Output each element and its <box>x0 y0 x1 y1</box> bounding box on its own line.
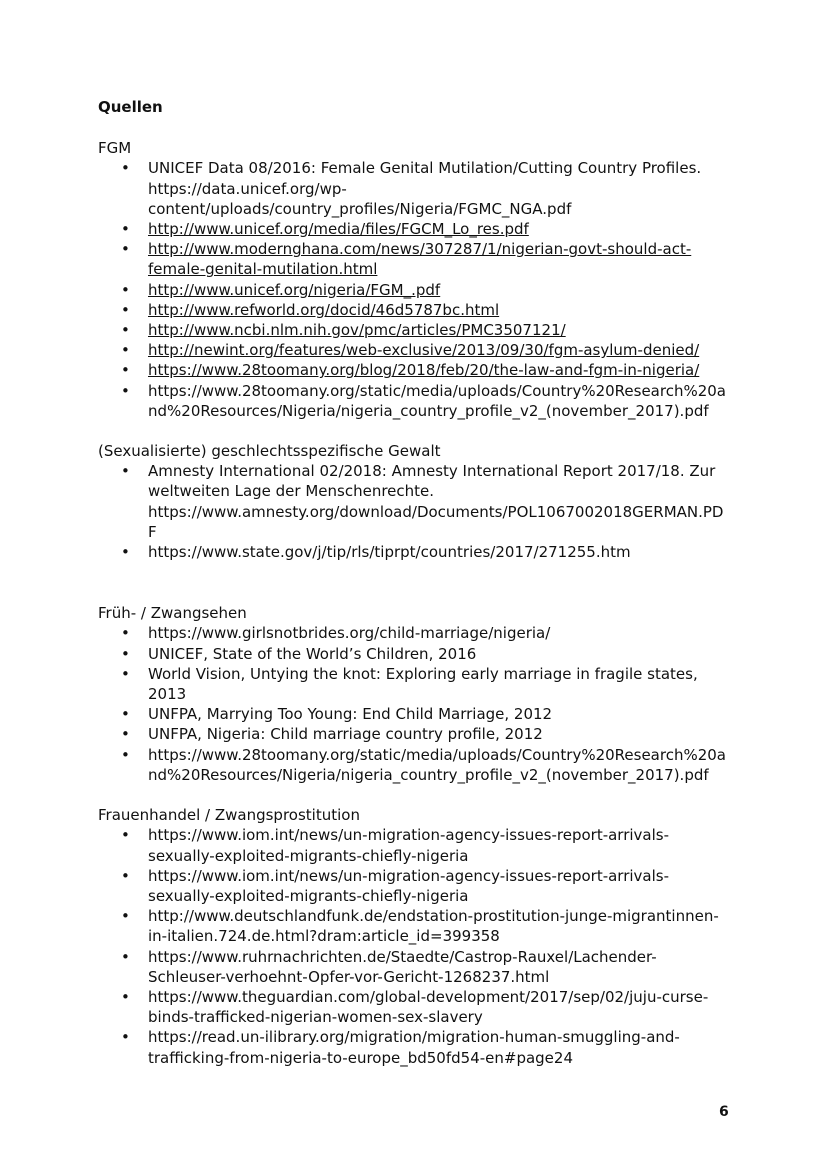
reference-list-zwangsehen <box>98 623 738 785</box>
reference-text: UNICEF, State of the World’s Children, 2016 <box>148 644 477 663</box>
reference-text[interactable]: trafficking-from-nigeria-to-europe_bd50fd54-en#page24 <box>148 1048 574 1067</box>
reference-text: World Vision, Untying the knot: Exploring early marriage in fragile states, <box>148 664 698 683</box>
list-item <box>98 724 738 744</box>
reference-link[interactable]: http://www.modernghana.com/news/307287/1/nigerian-govt-should-act- <box>148 240 692 259</box>
reference-text[interactable]: http://www.deutschlandfunk.de/endstation-prostitution-junge-migrantinnen- <box>148 907 719 926</box>
reference-link[interactable]: http://www.unicef.org/nigeria/FGM_.pdf <box>148 280 441 299</box>
reference-text: weltweiten Lage der Menschenrechte. <box>148 482 435 501</box>
list-item <box>98 542 738 562</box>
sources-content <box>98 97 738 1068</box>
list-item <box>98 1027 738 1067</box>
reference-text[interactable]: nd%20Resources/Nigeria/nigeria_country_profile_v2_(november_2017).pdf <box>148 765 709 784</box>
reference-link[interactable]: http://www.unicef.org/media/files/FGCM_Lo_res.pdf <box>148 220 529 239</box>
list-item <box>98 300 738 320</box>
reference-text[interactable]: sexually-exploited-migrants-chiefly-nigeria <box>148 886 469 905</box>
list-item <box>98 906 738 946</box>
section-title-gewalt: (Sexualisierte) geschlechtsspezifische Gewalt <box>98 442 441 461</box>
reference-text: UNFPA, Nigeria: Child marriage country profile, 2012 <box>148 725 543 744</box>
list-item <box>98 360 738 380</box>
section-title-fgm: FGM <box>98 139 132 158</box>
reference-text[interactable]: content/uploads/country_profiles/Nigeria/FGMC_NGA.pdf <box>148 199 572 218</box>
reference-link[interactable]: female-genital-mutilation.html <box>148 260 378 279</box>
reference-text[interactable]: https://www.iom.int/news/un-migration-agency-issues-report-arrivals- <box>148 866 670 885</box>
list-item <box>98 704 738 724</box>
reference-link[interactable]: https://www.28toomany.org/blog/2018/feb/20/the-law-and-fgm-in-nigeria/ <box>148 361 700 380</box>
list-item <box>98 825 738 865</box>
reference-text[interactable]: https://www.28toomany.org/static/media/uploads/Country%20Research%20a <box>148 381 726 400</box>
section-spacer <box>98 562 738 603</box>
list-item <box>98 866 738 906</box>
list-item <box>98 664 738 704</box>
reference-text[interactable]: https://data.unicef.org/wp- <box>148 179 347 198</box>
section-title-zwangsehen: Früh- / Zwangsehen <box>98 604 247 623</box>
reference-text[interactable]: sexually-exploited-migrants-chiefly-nigeria <box>148 846 469 865</box>
list-item <box>98 340 738 360</box>
page-heading: Quellen <box>98 98 163 116</box>
reference-text: UNICEF Data 08/2016: Female Genital Mutilation/Cutting Country Profiles. <box>148 159 702 178</box>
reference-text[interactable]: https://www.state.gov/j/tip/rls/tiprpt/countries/2017/271255.htm <box>148 543 631 562</box>
list-item <box>98 219 738 239</box>
list-item <box>98 239 738 279</box>
reference-list-frauenhandel <box>98 825 738 1067</box>
list-item <box>98 158 738 219</box>
list-item <box>98 623 738 643</box>
reference-text[interactable]: F <box>148 522 157 541</box>
reference-text[interactable]: https://www.girlsnotbrides.org/child-marriage/nigeria/ <box>148 624 551 643</box>
list-item <box>98 461 738 542</box>
section-title-frauenhandel: Frauenhandel / Zwangsprostitution <box>98 806 360 825</box>
reference-text[interactable]: in-italien.724.de.html?dram:article_id=399358 <box>148 927 500 946</box>
reference-text[interactable]: binds-trafficked-nigerian-women-sex-slavery <box>148 1008 483 1027</box>
reference-text: Amnesty International 02/2018: Amnesty International Report 2017/18. Zur <box>148 462 716 481</box>
section-spacer <box>98 785 738 805</box>
section-spacer <box>98 421 738 441</box>
reference-link[interactable]: http://www.refworld.org/docid/46d5787bc.html <box>148 300 500 319</box>
reference-list-gewalt <box>98 461 738 562</box>
list-item <box>98 745 738 785</box>
list-item <box>98 644 738 664</box>
reference-text[interactable]: https://www.ruhrnachrichten.de/Staedte/Castrop-Rauxel/Lachender- <box>148 947 657 966</box>
reference-link[interactable]: http://newint.org/features/web-exclusive/2013/09/30/fgm-asylum-denied/ <box>148 341 700 360</box>
reference-text[interactable]: https://www.28toomany.org/static/media/uploads/Country%20Research%20a <box>148 745 726 764</box>
reference-list-fgm <box>98 158 738 421</box>
page-number: 6 <box>719 1104 729 1120</box>
reference-text[interactable]: https://read.un-ilibrary.org/migration/migration-human-smuggling-and- <box>148 1028 680 1047</box>
reference-text[interactable]: https://www.theguardian.com/global-development/2017/sep/02/juju-curse- <box>148 987 709 1006</box>
list-item <box>98 947 738 987</box>
list-item <box>98 320 738 340</box>
reference-text[interactable]: Schleuser-verhoehnt-Opfer-vor-Gericht-1268237.html <box>148 967 550 986</box>
reference-text[interactable]: https://www.amnesty.org/download/Documents/POL1067002018GERMAN.PD <box>148 502 724 521</box>
reference-link[interactable]: http://www.ncbi.nlm.nih.gov/pmc/articles/PMC3507121/ <box>148 321 566 340</box>
reference-text[interactable]: https://www.iom.int/news/un-migration-agency-issues-report-arrivals- <box>148 826 670 845</box>
list-item <box>98 381 738 421</box>
list-item <box>98 987 738 1027</box>
reference-text[interactable]: nd%20Resources/Nigeria/nigeria_country_profile_v2_(november_2017).pdf <box>148 401 709 420</box>
reference-text: 2013 <box>148 685 187 704</box>
reference-text: UNFPA, Marrying Too Young: End Child Marriage, 2012 <box>148 705 553 724</box>
list-item <box>98 280 738 300</box>
